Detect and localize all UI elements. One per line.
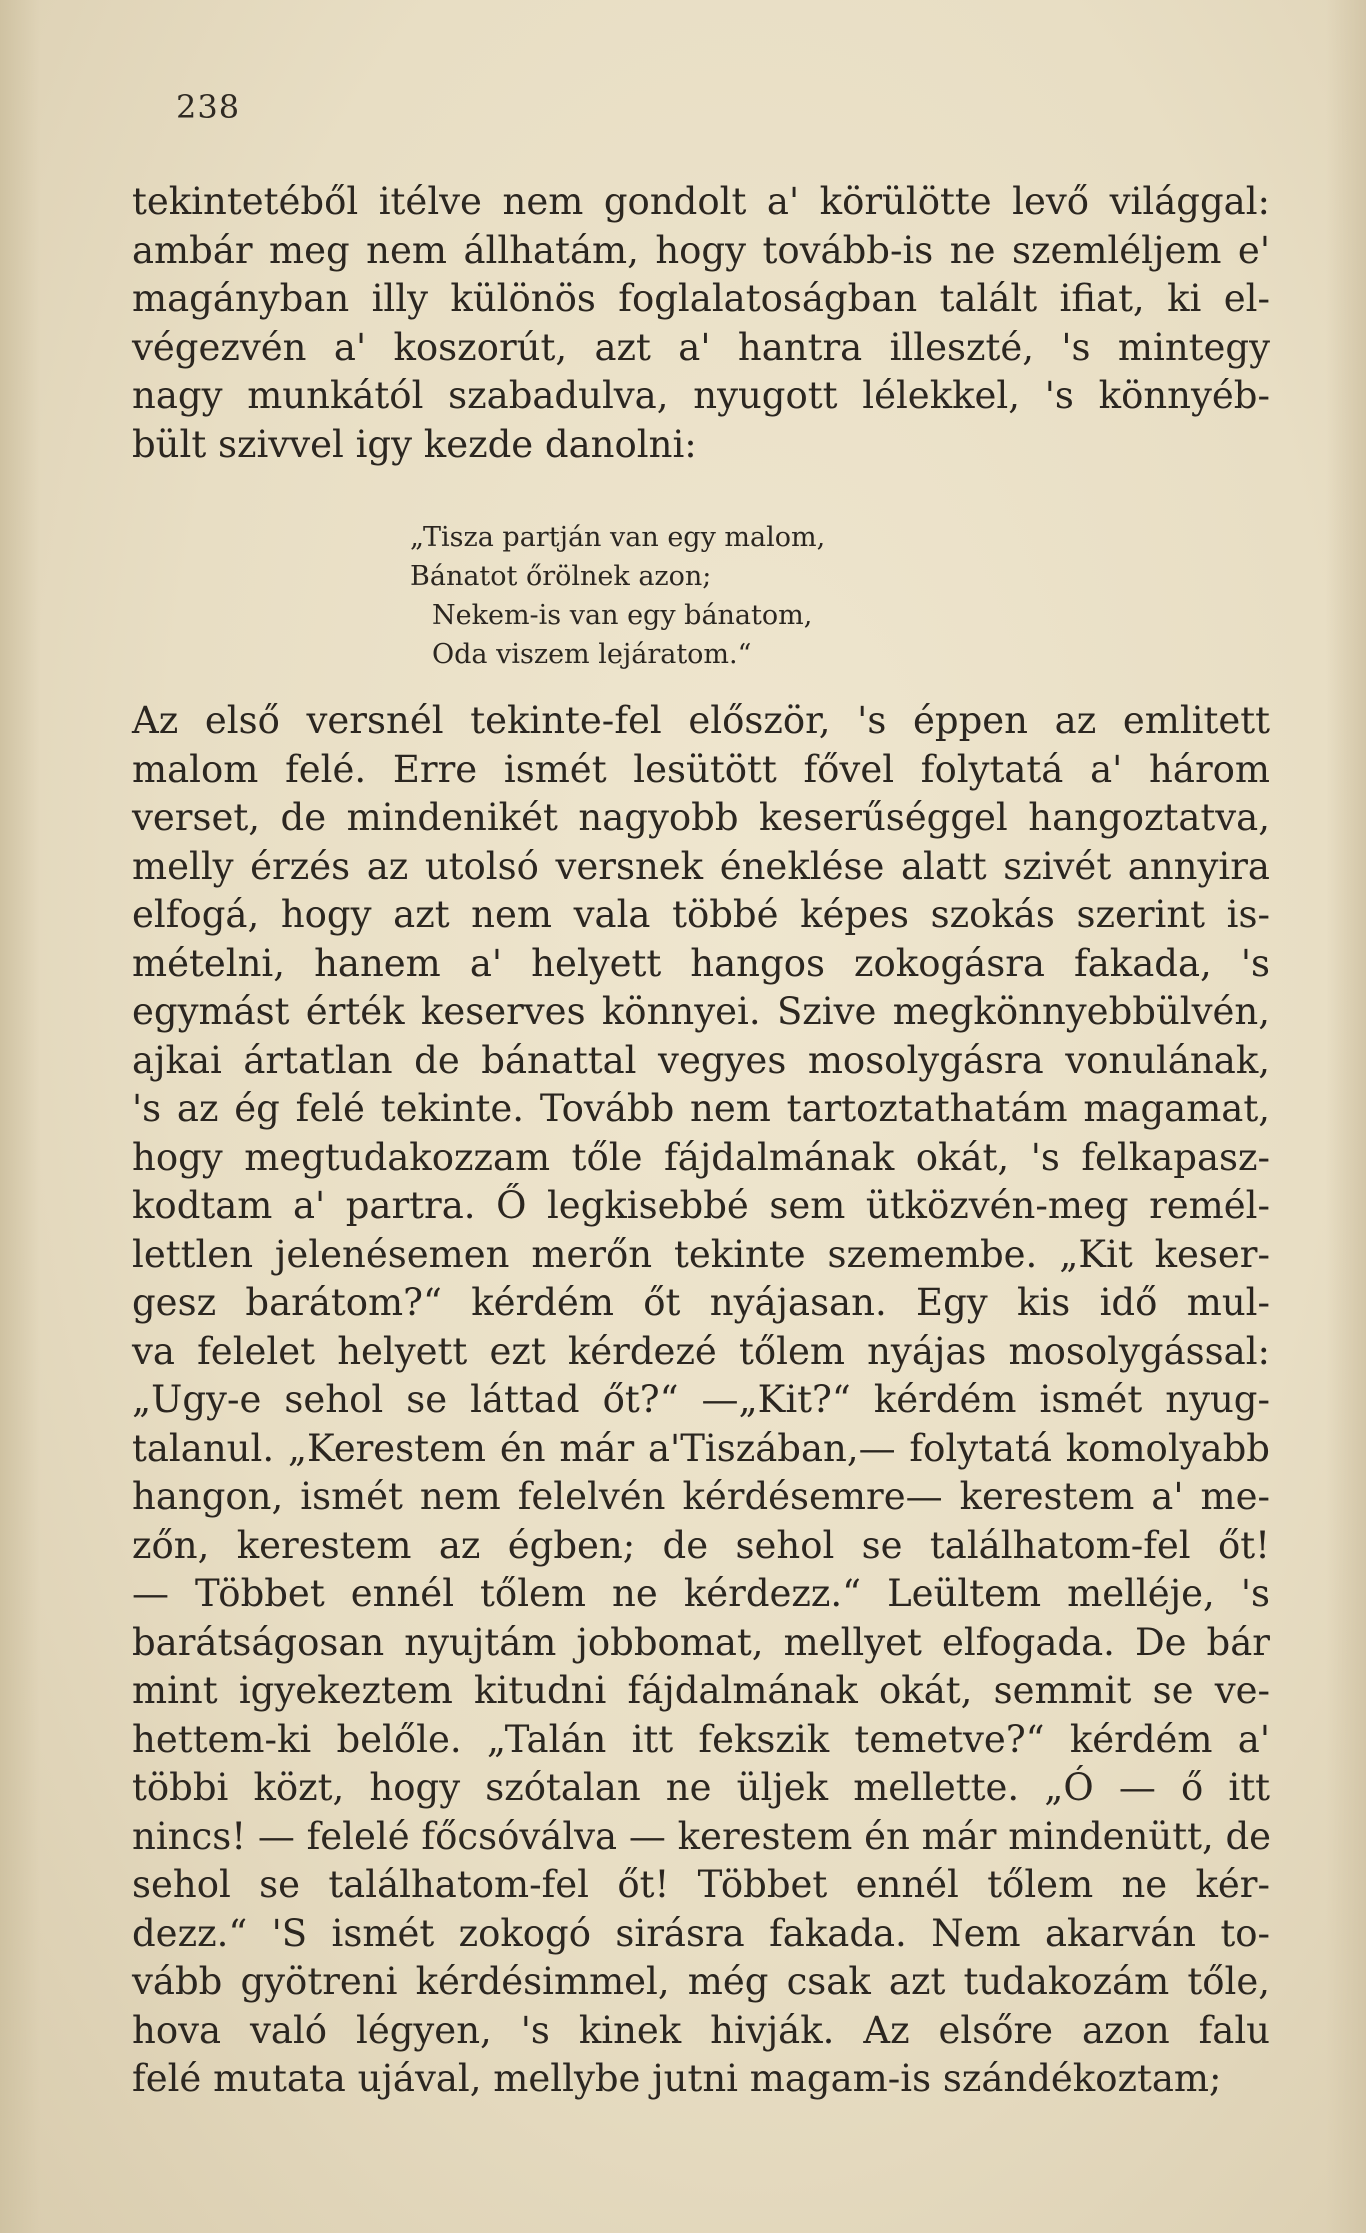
- text-line: felé mutata ujával, mellybe jutni magam-is szándékoztam;: [132, 2057, 1222, 2100]
- text-line: végezvén a' koszorút, azt a' hantra illeszté, 's mintegy: [132, 325, 1270, 369]
- text-line: lettlen jelenésemen merőn tekinte szemembe. „Kit keser-: [132, 1232, 1270, 1276]
- text-line: „Ugy-e sehol se láttad őt?“ —„Kit?“ kérdém ismét nyug-: [132, 1378, 1270, 1421]
- text-line: verset, de mindenikét nagyobb keserűséggel hangoztatva,: [132, 796, 1270, 839]
- text-line: hova való légyen, 's kinek hivják. Az elsőre azon falu: [132, 2008, 1270, 2052]
- text-line: sehol se találhatom-fel őt! Többet ennél tőlem ne kér-: [132, 1863, 1270, 1906]
- page-edge-shadow-left: [0, 0, 40, 2233]
- text-line: malom felé. Erre ismét lesütött fővel folytatá a' három: [132, 747, 1270, 791]
- text-line: nagy munkától szabadulva, nyugott lélekkel, 's könnyéb-: [132, 374, 1270, 417]
- verse-line: Oda viszem lejáratom.“: [432, 639, 752, 670]
- text-line: kodtam a' partra. Ő legkisebbé sem ütközvén-meg remél-: [132, 1184, 1270, 1227]
- page-number: 238: [176, 88, 241, 126]
- song-verse: [410, 518, 825, 674]
- text-line: gesz barátom?“ kérdém őt nyájasan. Egy kis idő mul-: [132, 1281, 1270, 1324]
- text-line: hettem-ki belőle. „Talán itt fekszik temetve?“ kérdém a': [132, 1717, 1270, 1761]
- page-edge-shadow-right: [1326, 0, 1366, 2233]
- text-line: va felelet helyett ezt kérdezé tőlem nyájas mosolygással:: [132, 1329, 1270, 1373]
- text-line: mételni, hanem a' helyett hangos zokogásra fakada, 's: [132, 941, 1270, 985]
- text-line: bült szivvel igy kezde danolni:: [132, 422, 697, 466]
- text-line: 's az ég felé tekinte. Tovább nem tartoztathatám magamat,: [132, 1087, 1270, 1130]
- text-line: zőn, kerestem az égben; de sehol se találhatom-fel őt!: [132, 1523, 1270, 1567]
- text-line: hangon, ismét nem felelvén kérdésemre— kerestem a' me-: [132, 1475, 1270, 1518]
- text-line: — Többet ennél tőlem ne kérdezz.“ Leültem melléje, 's: [132, 1572, 1270, 1615]
- paragraph-2: [132, 697, 1270, 2104]
- text-line: barátságosan nyujtám jobbomat, mellyet elfogada. De bár: [132, 1620, 1270, 1664]
- text-line: ambár meg nem állhatám, hogy tovább-is ne szemléljem e': [132, 228, 1270, 272]
- verse-line: „Tisza partján van egy malom,: [410, 522, 826, 553]
- text-line: Az első versnél tekinte-fel először, 's éppen az emlitett: [132, 699, 1270, 742]
- text-line: nincs! — felelé főcsóválva — kerestem én már mindenütt, de: [132, 1814, 1272, 1858]
- text-line: mint igyekeztem kitudni fájdalmának okát, semmit se ve-: [132, 1669, 1270, 1712]
- text-line: hogy megtudakozzam tőle fájdalmának okát, 's felkapasz-: [132, 1135, 1270, 1179]
- text-line: vább gyötreni kérdésimmel, még csak azt tudakozám tőle,: [132, 1960, 1270, 2003]
- text-line: ajkai ártatlan de bánattal vegyes mosolygásra vonulának,: [132, 1038, 1270, 1082]
- text-line: egymást érték keserves könnyei. Szive megkönnyebbülvén,: [132, 990, 1270, 1033]
- verse-line: Bánatot őrölnek azon;: [410, 561, 712, 592]
- text-line: tekintetéből itélve nem gondolt a' körülötte levő világgal:: [132, 180, 1270, 223]
- text-line: melly érzés az utolsó versnek éneklése alatt szivét annyira: [132, 844, 1270, 888]
- text-line: többi közt, hogy szótalan ne üljek mellette. „Ó — ő itt: [132, 1766, 1270, 1809]
- text-line: magányban illy különös foglalatoságban talált ifiat, ki el-: [132, 277, 1270, 320]
- text-line: dezz.“ 'S ismét zokogó sirásra fakada. Nem akarván to-: [132, 1911, 1270, 1955]
- text-line: elfogá, hogy azt nem vala többé képes szokás szerint is-: [132, 893, 1270, 936]
- text-line: talanul. „Kerestem én már a'Tiszában,— folytatá komolyabb: [132, 1426, 1270, 1470]
- paragraph-1: [132, 178, 1270, 469]
- verse-line: Nekem-is van egy bánatom,: [432, 600, 813, 631]
